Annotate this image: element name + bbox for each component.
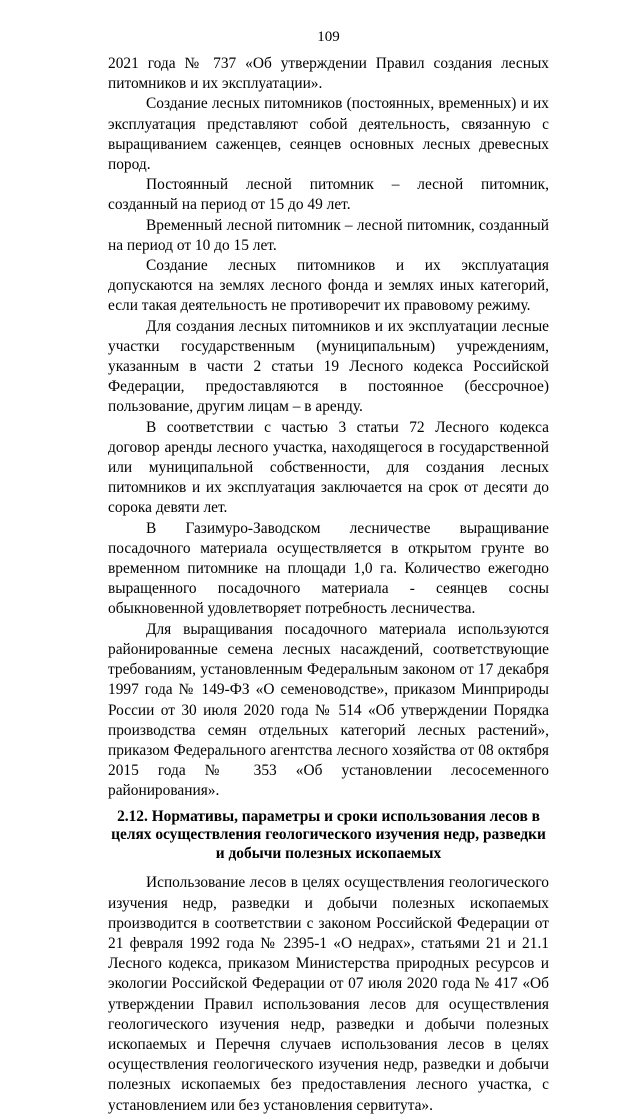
paragraph: Временный лесной питомник – лесной питомник, созданный на период от 10 до 15 лет. [108, 216, 549, 254]
paragraph: В соответствии с частью 3 статьи 72 Лесного кодекса договор аренды лесного участка, находящегося в государственной или муниципальной собственности, для создания лесных питомников и их эксплуатация заключается на срок от десяти до сорока девяти лет. [108, 418, 549, 517]
paragraph: Использование лесов в целях осуществления геологического изучения недр, разведки и добычи полезных ископаемых производится в соответствии с законом Российской Федерации от 21 февраля 1992 года № 2395-1 «О недрах», статьями 21 и 21.1 Лесного кодекса, приказом Министерства природных ресурсов и экологии Российской Федерации от 07 июля 2020 года № 417 «Об утверждении Правил использования лесов для осуществления геологического изучения недр, разведки и добычи полезных ископаемых и Перечня случаев использования лесов в целях осуществления геологического изучения недр, разведки и добычи полезных ископаемых без предоставления лесного участка, с установлением или без установления сервитута». [108, 874, 549, 1114]
paragraph: Создание лесных питомников и их эксплуатация допускаются на землях лесного фонда и землях иных категорий, если такая деятельность не противоречит их правовому режиму. [108, 257, 549, 315]
paragraph: Создание лесных питомников (постоянных, временных) и их эксплуатация представляют собой деятельность, связанную с выращиванием саженцев, сеянцев основных лесных древесных пород. [108, 95, 549, 174]
paragraph: В Газимуро-Заводском лесничестве выращивание посадочного материала осуществляется в открытом грунте во временном питомнике на площади 1,0 га. Количество ежегодно выращенного посадочного материала - сеянцев сосны обыкновенной удовлетворяет потребность лесничества. [108, 519, 549, 618]
section-heading: 2.12. Нормативы, параметры и сроки использования лесов в целях осуществления геологического изучения недр, разведки и добычи полезных ископаемых [111, 807, 546, 862]
paragraph: Для создания лесных питомников и их эксплуатации лесные участки государственным (муниципальным) учреждениям, указанным в части 2 статьи 19 Лесного кодекса Российской Федерации, предоставляются в постоянное (бессрочное) пользование, другим лицам – в аренду. [108, 317, 549, 416]
page-number: 109 [317, 29, 340, 45]
paragraph: Для выращивания посадочного материала используются районированные семена лесных насаждений, соответствующие требованиям, установленным Федеральным законом от 17 декабря 1997 года № 149-ФЗ «О семеноводстве», приказом Минприроды России от 30 июля 2020 года № 514 «Об утверждении Порядка производства семян отдельных категорий лесных растений», приказом Федерального агентства лесного хозяйства от 08 октября 2015 года № 353 «Об установлении лесосеменного районирования». [108, 620, 549, 800]
paragraph: 2021 года № 737 «Об утверждении Правил создания лесных питомников и их эксплуатации». [108, 55, 549, 93]
paragraph: Постоянный лесной питомник – лесной питомник, созданный на период от 15 до 49 лет. [108, 176, 549, 214]
document-page [108, 28, 549, 1116]
